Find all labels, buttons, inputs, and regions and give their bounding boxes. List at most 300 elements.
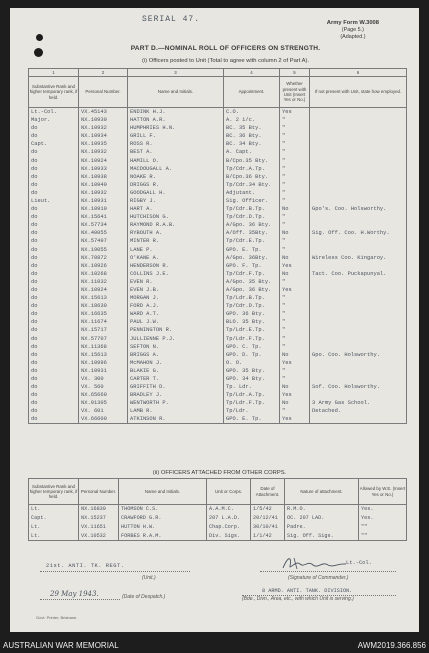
cell-personal-number: NX.18630 [79,302,128,310]
cell-personal-number: NX.11368 [79,343,128,351]
cell-absent [310,246,407,254]
column-number-3: 3 [128,69,224,77]
cell-name: MINTER R. [128,237,224,245]
cell-absent [310,326,407,334]
cell-present: No [280,399,310,407]
section-subtitle: (i) Officers posted to Unit (Total to agree with column 2 of Part A). [141,58,310,64]
cell-absent: Sig. Off. Coo. H.Worthy. [310,229,407,237]
cell-present: " [280,197,310,205]
cell-absent [310,343,407,351]
cell-name: RYBOUTH A. [128,229,224,237]
cell-appointment: Tp/Ldr.F.Tp. [224,335,280,343]
cell-appointment: Tp/Ldr. [224,407,280,415]
column-number-5: 5 [280,69,310,77]
cell-name: PAUL J.W. [128,318,224,326]
cell-appointment: BC. 36 Bty. [224,132,280,140]
cell-rank: do [29,302,79,310]
cell-appointment: GPO. E. Tp. [224,246,280,254]
cell-name: HART A. [128,205,224,213]
cell-appointment: A/Gpo. 36 Bty. [224,221,280,229]
cell-present: " [280,140,310,148]
cell-present: " [280,246,310,254]
unit-value: 21st. ANTI. TK. REGT. [46,563,125,569]
attached-cell-rank: Lt. [29,505,79,514]
attached-cell-unit: Chap.Corp. [207,523,251,532]
signature-label: (Signature of Commander.) [288,575,349,581]
cell-present: Yes [280,391,310,399]
cell-name: LANE P. [128,246,224,254]
cell-personal-number: NX.16635 [79,310,128,318]
cell-appointment: A/Off. 35Bty. [224,229,280,237]
attached-cell-rank: Capt. [29,514,79,523]
cell-present: No [280,351,310,359]
table-row [29,148,407,156]
cell-absent [310,165,407,173]
cell-rank: do [29,246,79,254]
table-row [29,213,407,221]
cell-personal-number: NX.57707 [79,335,128,343]
cell-present: No [280,229,310,237]
cell-present: Yes [280,359,310,367]
cell-personal-number: NX.15613 [79,351,128,359]
cell-name: JULLIENNE P.J. [128,335,224,343]
table-row [29,132,407,140]
serial-number: SERIAL 47. [142,15,201,24]
cell-absent [310,237,407,245]
cell-appointment: A/Gpo. 35 Bty. [224,278,280,286]
attached-cell-unit: 207 L.A.D. [207,514,251,523]
army-form-number: Army Form W.3008 [326,20,379,26]
cell-present: " [280,302,310,310]
table-row [29,270,407,278]
column-number-6: 6 [310,69,407,77]
cell-present: " [280,156,310,164]
cell-absent [310,278,407,286]
cell-appointment: Tp/Cdr.D.Tp. [224,302,280,310]
cell-present: Yes [280,108,310,117]
attached-cell-date: 30/10/41 [251,523,285,532]
cell-appointment: Tp/Cdr.A.Tp. [224,165,280,173]
cell-present: " [280,189,310,197]
cell-rank: do [29,351,79,359]
cell-appointment: GPO. 36 Bty. [224,310,280,318]
cell-appointment: BC. 35 Bty. [224,124,280,132]
cell-rank: do [29,310,79,318]
table-row [29,391,407,399]
cell-personal-number: NX.10910 [79,205,128,213]
cell-absent: Tact. Coo. Puckapunyal. [310,270,407,278]
cell-name: MACDOUGALL A. [128,165,224,173]
cell-absent [310,415,407,424]
cell-rank: Major. [29,116,79,124]
column-header-rank: Substantive Rank and higher temporary rank, if held. [29,77,79,108]
cell-personal-number: NX.10268 [79,270,128,278]
cell-name: GOODGALL H. [128,189,224,197]
cell-personal-number: NX.10940 [79,181,128,189]
cell-present: " [280,318,310,326]
attached-cell-allowed: Yes. [359,505,407,514]
date-dotted-line [40,599,120,600]
attached-cell-allowed: Yes. [359,514,407,523]
cell-appointment: GPO. C. Tp. [224,343,280,351]
cell-absent [310,116,407,124]
cell-absent [310,124,407,132]
cell-personal-number: VX. 601 [79,407,128,415]
cell-name: BRADLEY J. [128,391,224,399]
cell-rank: do [29,399,79,407]
attached-cell-name: THOMSON C.S. [119,505,207,514]
table-row [29,399,407,407]
table-row [29,189,407,197]
cell-rank: do [29,391,79,399]
cell-personal-number: NX.10996 [79,359,128,367]
page-title: PART D.—NOMINAL ROLL OF OFFICERS ON STRENGTH. [130,45,321,52]
cell-personal-number: NX.10931 [79,197,128,205]
cell-absent [310,156,407,164]
cell-rank: do [29,237,79,245]
table-row [29,310,407,318]
cell-name: BLAKIE G. [128,367,224,375]
cell-appointment: A/Gpo. 36Bty. [224,254,280,262]
cell-appointment: BLO. 35 Bty. [224,318,280,326]
cell-appointment: O. O. [224,359,280,367]
table-row [29,286,407,294]
table-row [29,343,407,351]
cell-rank: do [29,326,79,334]
cell-absent [310,262,407,270]
cell-personal-number: NX.65660 [79,391,128,399]
cell-present: No [280,205,310,213]
table-row [29,407,407,415]
cell-absent: Gpo's. Coo. Holsworthy. [310,205,407,213]
cell-appointment: Tp/Ldr.F.Tp. [224,399,280,407]
table-row [29,294,407,302]
attached-cell-personal-number: NX.15237 [79,514,119,523]
cell-absent [310,148,407,156]
table-row [29,415,407,424]
cell-personal-number: NX.91305 [79,399,128,407]
table-row [29,197,407,205]
cell-name: RAYMOND R.A.B. [128,221,224,229]
table-row [29,173,407,181]
cell-appointment: GPO. E. Tp. [224,415,280,424]
cell-rank: do [29,286,79,294]
attached-cell-date: 1/5/42 [251,505,285,514]
document-page [10,8,419,632]
cell-present: " [280,132,310,140]
cell-appointment: C.O. [224,108,280,117]
cell-personal-number: NX.10931 [79,367,128,375]
distribution-label: (Bde., Divn., Area, etc., with which Unit is serving.) [242,596,354,602]
printer-imprint: Govt. Printer, Brisbane. [36,615,78,620]
cell-present: " [280,213,310,221]
cell-present: " [280,124,310,132]
cell-name: GRIFFITH D. [128,383,224,391]
cell-appointment: GPO. 35 Bty. [224,367,280,375]
cell-rank: do [29,124,79,132]
cell-name: HUMPHRIES H.N. [128,124,224,132]
column-number-4: 4 [224,69,280,77]
cell-absent [310,140,407,148]
cell-absent [310,359,407,367]
cell-present: " [280,278,310,286]
cell-name: HUTCHISON G. [128,213,224,221]
cell-rank: do [29,270,79,278]
column-header-absent: If not present with Unit, state how employed. [310,77,407,108]
cell-absent [310,132,407,140]
attached-cell-nature: Padre. [285,523,359,532]
attached-cell-name: FORBES R.A.M. [119,532,207,541]
table-row [29,229,407,237]
cell-name: MORGAN J. [128,294,224,302]
cell-personal-number: VX. 560 [79,383,128,391]
cell-appointment: Tp/Ldr.E.Tp. [224,326,280,334]
cell-name: CARTER T. [128,375,224,383]
table-row [29,181,407,189]
cell-appointment: Tp/Cdr.B.Tp. [224,205,280,213]
attached-header-unit: Unit or Corps. [207,479,251,505]
cell-appointment: Tp/Ldr.A.Tp. [224,391,280,399]
table-row [29,367,407,375]
cell-name: O'KANE A. [128,254,224,262]
cell-rank: do [29,367,79,375]
table-row [29,165,407,173]
cell-rank: do [29,148,79,156]
attached-section-title: (ii) OFFICERS ATTACHED FROM OTHER CORPS. [152,470,287,476]
cell-name: HENDERSON R. [128,262,224,270]
table-row [29,156,407,164]
column-header-appointment: Appointment. [224,77,280,108]
attached-cell-name: CRAWFORD G.R. [119,514,207,523]
cell-name: ROSS R. [128,140,224,148]
cell-name: EVEN J.B. [128,286,224,294]
cell-present: " [280,181,310,189]
cell-rank: do [29,173,79,181]
cell-present: " [280,148,310,156]
cell-absent: Gpo. Coo. Holsworthy. [310,351,407,359]
cell-absent [310,286,407,294]
attached-header-nature: Nature of attachment. [285,479,359,505]
cell-rank: do [29,221,79,229]
cell-personal-number: NX.15717 [79,326,128,334]
cell-name: SEFTON N. [128,343,224,351]
cell-present: " [280,407,310,415]
attached-cell-rank: Lt. [29,523,79,532]
cell-rank: do [29,205,79,213]
distribution-value: 8 ARMD. ANTI. TANK. DIVISION. [262,588,353,594]
despatch-date-label: (Date of Despatch.) [122,594,166,600]
cell-rank: Lt.-Col. [29,108,79,117]
cell-appointment: B/Cpo.35 Bty. [224,156,280,164]
cell-appointment: Tp. Ldr. [224,383,280,391]
cell-present: " [280,173,310,181]
attached-cell-nature: Sig. Off. Sigs. [285,532,359,541]
attached-cell-unit: A.A.M.C. [207,505,251,514]
cell-name: ATKINSON R. [128,415,224,424]
attached-cell-nature: R.M.O. [285,505,359,514]
cell-absent [310,221,407,229]
cell-name: WARD A.T. [128,310,224,318]
cell-personal-number: NX.70872 [79,254,128,262]
cell-appointment: Tp/Ldr.B.Tp. [224,294,280,302]
column-number-1: 1 [29,69,79,77]
cell-present: " [280,343,310,351]
table-row [29,140,407,148]
attached-cell-allowed: "" [359,532,407,541]
cell-appointment: GPO. D. Tp. [224,351,280,359]
cell-appointment: Adjutant. [224,189,280,197]
cell-name: HAMILL O. [128,156,224,164]
cell-name: GRILL F. [128,132,224,140]
attached-cell-date: 20/12/41 [251,514,285,523]
cell-name: HATTON A.R. [128,116,224,124]
cell-present: Yes [280,262,310,270]
cell-absent [310,335,407,343]
table-row [29,246,407,254]
cell-appointment: GPO. F. Tp. [224,262,280,270]
cell-present: " [280,310,310,318]
cell-rank: do [29,335,79,343]
cell-personal-number: NX.11032 [79,278,128,286]
cell-name: ENDINK H.J. [128,108,224,117]
cell-appointment: A. Capt. [224,148,280,156]
cell-absent [310,213,407,221]
cell-present: " [280,367,310,375]
cell-personal-number: NX.10934 [79,132,128,140]
cell-absent [310,375,407,383]
cell-present: No [280,270,310,278]
table-row [29,326,407,334]
cell-name: BRIGGS A. [128,351,224,359]
cell-present: " [280,375,310,383]
cell-absent: Detached. [310,407,407,415]
attached-cell-personal-number: NX.16830 [79,505,119,514]
cell-appointment: Tp/Cdr.E.Tp. [224,237,280,245]
signature-rank: Lt.-Col. [346,560,372,566]
attached-officers-table [28,478,407,541]
archive-footer [0,640,429,653]
table-row [29,205,407,213]
cell-absent [310,189,407,197]
officers-roll-body [29,108,407,424]
unit-label: (Unit.) [142,575,156,581]
table-row [29,262,407,270]
table-row [29,375,407,383]
cell-appointment: B/Cpo.36 Bty. [224,173,280,181]
table-row [29,221,407,229]
attached-cell-name: HUTTON H.W. [119,523,207,532]
cell-appointment: Tp/Cdr.F.Tp. [224,270,280,278]
cell-personal-number: NX.15641 [79,213,128,221]
punch-hole-top [36,34,43,41]
cell-personal-number: NX.15613 [79,294,128,302]
cell-personal-number: NX.10930 [79,116,128,124]
table-row [29,505,407,514]
cell-appointment: A. 2 i/c. [224,116,280,124]
attached-header-personal-number: Personal Number. [79,479,119,505]
cell-personal-number: NX.10932 [79,148,128,156]
cell-absent: 3 Army Gas School. [310,399,407,407]
cell-present: No [280,383,310,391]
attached-header-rank: Substantive Rank and higher temporary rank, if held. [29,479,79,505]
attached-cell-unit: Div. Sigs. [207,532,251,541]
cell-absent [310,318,407,326]
attached-cell-personal-number: VX.10532 [79,532,119,541]
cell-present: No [280,254,310,262]
column-header-name: Name and Initials. [128,77,224,108]
table-row [29,514,407,523]
cell-name: WENTWORTH P. [128,399,224,407]
cell-present: " [280,237,310,245]
cell-name: BEST A. [128,148,224,156]
cell-appointment: A/Gpo. 36 Bty. [224,286,280,294]
cell-rank: do [29,213,79,221]
cell-absent: Sof. Coo. Holsworthy. [310,383,407,391]
cell-appointment: Tp/Cdr.34 Bty. [224,181,280,189]
cell-personal-number: NX.10938 [79,173,128,181]
cell-appointment: BC. 34 Bty. [224,140,280,148]
table-row [29,254,407,262]
cell-name: COLLINS J.E. [128,270,224,278]
cell-rank: do [29,294,79,302]
cell-absent [310,294,407,302]
cell-name: McMAHON J. [128,359,224,367]
army-form-label [327,20,379,41]
table-row [29,351,407,359]
cell-present: " [280,165,310,173]
cell-present: Yes [280,415,310,424]
cell-personal-number: NX.19055 [79,246,128,254]
cell-personal-number: NX.10932 [79,124,128,132]
table-row [29,278,407,286]
cell-absent [310,108,407,117]
commander-signature [280,554,350,572]
cell-personal-number: NX.57497 [79,237,128,245]
table-row [29,237,407,245]
cell-personal-number: VX.45143 [79,108,128,117]
cell-absent [310,310,407,318]
cell-name: LAMB R. [128,407,224,415]
cell-personal-number: NX.10926 [79,262,128,270]
cell-rank: do [29,318,79,326]
cell-absent [310,302,407,310]
cell-rank: do [29,343,79,351]
cell-name: NOAKE R. [128,173,224,181]
attached-cell-allowed: "" [359,523,407,532]
attached-officers-body [29,505,407,541]
cell-present: " [280,116,310,124]
cell-present: " [280,294,310,302]
cell-rank: do [29,415,79,424]
cell-personal-number: NX.40055 [79,229,128,237]
unit-dotted-line [40,571,190,572]
table-row [29,302,407,310]
cell-name: EVEN R. [128,278,224,286]
table-row [29,124,407,132]
attached-cell-date: 1/1/42 [251,532,285,541]
cell-rank: do [29,375,79,383]
cell-rank: do [29,383,79,391]
adapted-label: (Adapted.) [340,33,366,40]
cell-absent [310,391,407,399]
cell-rank: do [29,407,79,415]
cell-appointment: GPO. 34 Bty. [224,375,280,383]
cell-rank: do [29,189,79,197]
column-header-personal-number: Personal Number. [79,77,128,108]
cell-personal-number: NX.10932 [79,189,128,197]
cell-rank: do [29,165,79,173]
cell-absent [310,173,407,181]
